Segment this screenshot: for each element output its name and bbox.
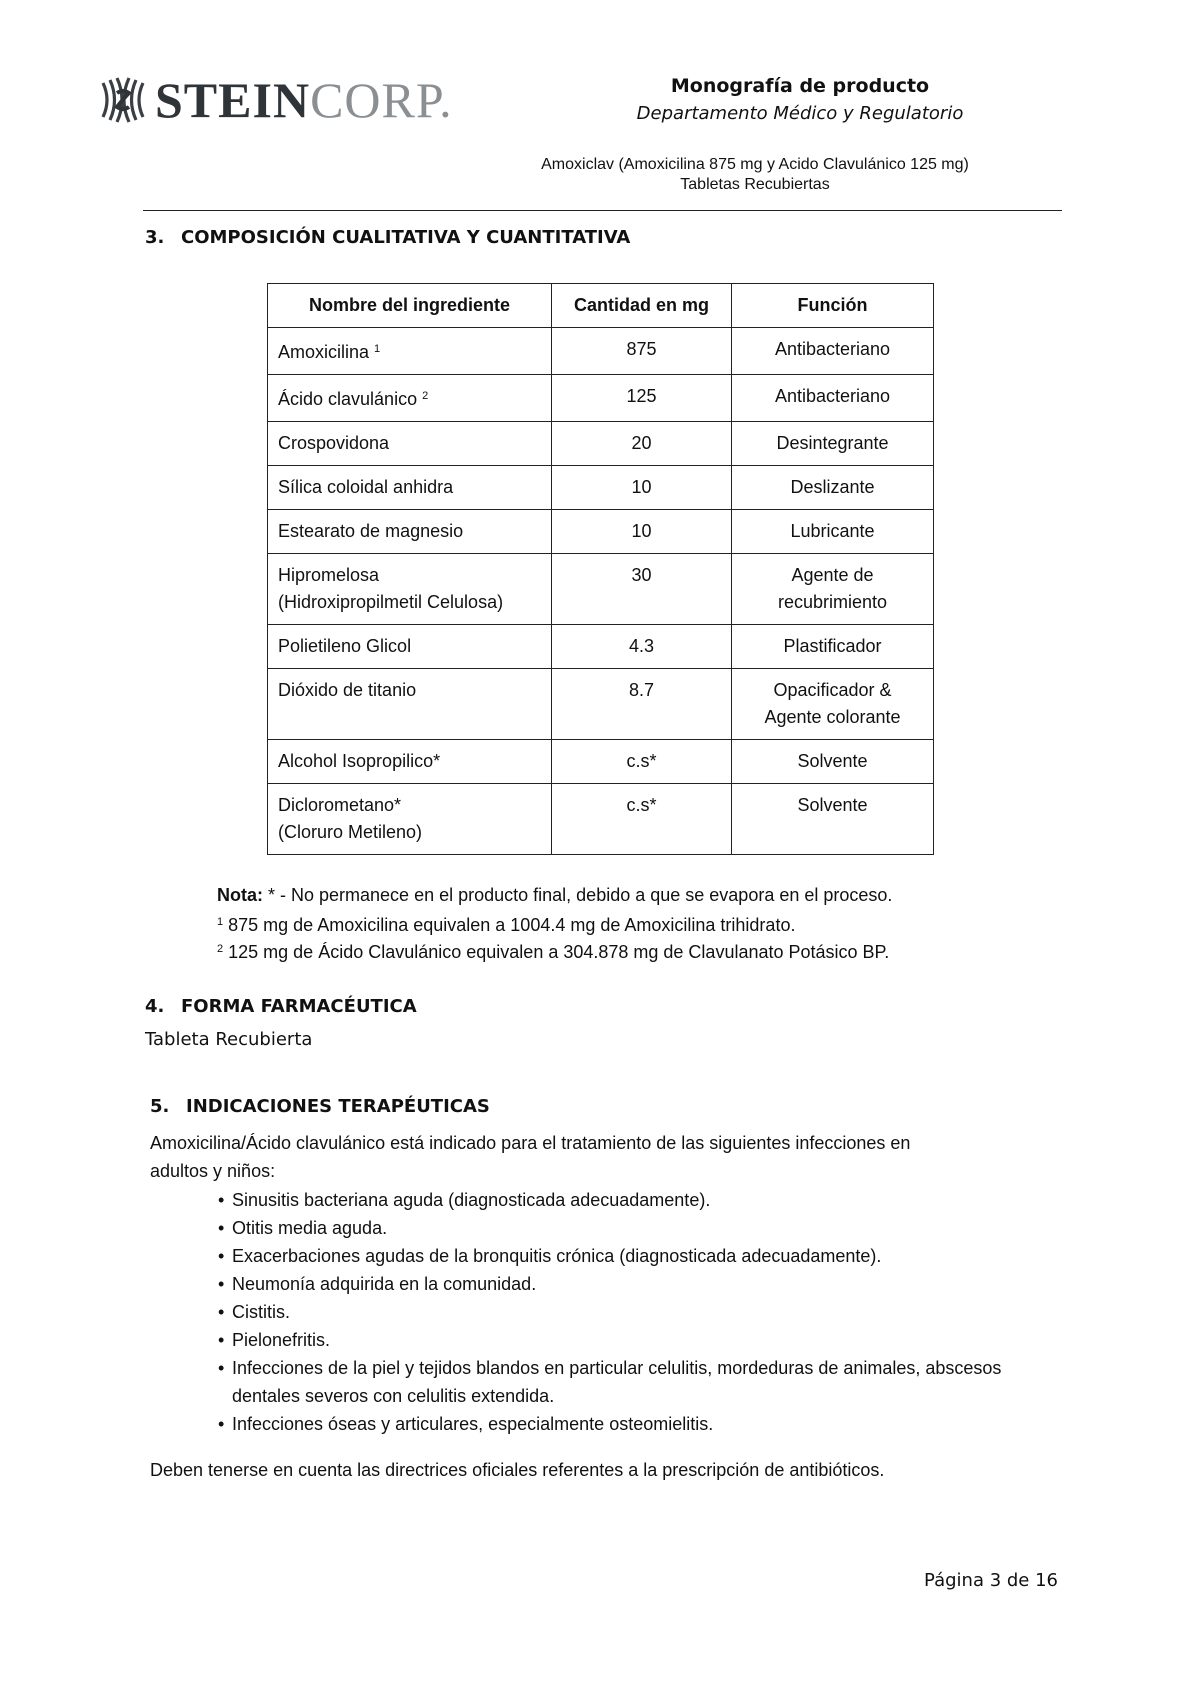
footnote-2-text: 125 mg de Ácido Clavulánico equivalen a 304.878 mg de Clavulanato Potásico BP. [223,942,890,962]
header-product-line1: Amoxiclav (Amoxicilina 875 mg y Acido Clavulánico 125 mg) [541,156,969,173]
footnote-marker: 2 [422,390,429,402]
logo-word-stein: STEIN [155,72,311,128]
list-item: • Neumonía adquirida en la comunidad. [218,1270,1038,1298]
logo-emblem-icon [97,75,149,125]
ingredient-name-cell [268,328,552,375]
ingredient-name-detail: (Cloruro Metileno) [278,822,423,842]
composition-table-body [268,328,934,855]
ingredient-function-cell [732,466,934,510]
ingredient-name: Dióxido de titanio [278,680,417,700]
ingredient-name: Sílica coloidal anhidra [278,477,454,497]
ingredient-name-cell [268,784,552,855]
ingredient-function-cell [732,328,934,375]
section-5-heading [150,1096,490,1117]
ingredient-function-cell [732,669,934,740]
ingredient-amount: 20 [552,422,732,466]
ingredient-function-cell [732,422,934,466]
footnote-1-mark: 1 [217,916,224,928]
ingredient-function: Solvente [797,751,868,771]
table-row [268,328,934,375]
ingredient-amount: 125 [552,375,732,422]
header-divider [143,210,1062,211]
ingredient-amount: 10 [552,466,732,510]
ingredient-name: Estearato de magnesio [278,521,464,541]
ingredient-name-detail: (Hidroxipropilmetil Celulosa) [278,592,504,612]
section-5-intro-line1: Amoxicilina/Ácido clavulánico está indicado para el tratamiento de las siguientes infecciones en [150,1133,911,1153]
ingredient-name-cell [268,375,552,422]
table-row [268,669,934,740]
ingredient-name: Alcohol Isopropilico* [278,751,441,771]
ingredient-name-cell [268,740,552,784]
section-3-heading [145,227,630,248]
ingredient-amount: 4.3 [552,625,732,669]
ingredient-name-cell [268,554,552,625]
indications-list [218,1186,1038,1438]
ingredient-function: Desintegrante [776,433,889,453]
section-4-text: Tableta Recubierta [145,1029,313,1050]
ingredient-function-cell [732,625,934,669]
table-row [268,625,934,669]
ingredient-name: Diclorometano* [278,795,402,815]
table-row [268,422,934,466]
section-3-title: COMPOSICIÓN CUALITATIVA Y CUANTITATIVA [181,227,631,248]
column-header-function: Función [732,284,934,328]
ingredient-function-cell [732,740,934,784]
header-subtitle: Departamento Médico y Regulatorio [636,103,964,124]
ingredient-function-cell [732,784,934,855]
section-5-closing: Deben tenerse en cuenta las directrices oficiales referentes a la prescripción de antibióticos. [150,1460,885,1480]
ingredient-function: Antibacteriano [774,386,891,406]
column-header-amount: Cantidad en mg [552,284,732,328]
list-item: • Sinusitis bacteriana aguda (diagnosticada adecuadamente). [218,1186,1038,1214]
ingredient-function-line2: Agente colorante [764,707,901,727]
ingredient-function-cell [732,375,934,422]
table-row [268,466,934,510]
table-row [268,554,934,625]
table-row [268,375,934,422]
section-4-number: 4. [145,996,165,1017]
ingredient-name-cell [268,422,552,466]
list-item: • Pielonefritis. [218,1326,1038,1354]
ingredient-name-cell [268,510,552,554]
ingredient-name-cell [268,466,552,510]
ingredient-amount: 10 [552,510,732,554]
list-item: • Cistitis. [218,1298,1038,1326]
logo-word-corp: CORP. [310,72,453,128]
section-4-title: FORMA FARMACÉUTICA [181,996,417,1017]
ingredient-amount: 30 [552,554,732,625]
header-title: Monografía de producto [670,75,930,97]
table-header-row [268,284,934,328]
table-row [268,784,934,855]
list-item: • Otitis media aguda. [218,1214,1038,1242]
ingredient-function: Opacificador & [773,680,892,700]
ingredient-function-line2: recubrimiento [777,592,888,612]
ingredient-function: Solvente [797,795,868,815]
ingredient-name-cell [268,669,552,740]
list-item: • Infecciones óseas y articulares, especialmente osteomielitis. [218,1410,1038,1438]
ingredient-function: Lubricante [790,521,875,541]
section-5-title: INDICACIONES TERAPÉUTICAS [186,1096,490,1117]
ingredient-function: Antibacteriano [774,339,891,359]
list-item: • Infecciones de la piel y tejidos blandos en particular celulitis, mordeduras de animales, abscesos dentales severos con celulitis extendida. [218,1354,1038,1410]
ingredient-amount: c.s* [552,740,732,784]
ingredient-name-cell [268,625,552,669]
ingredient-function-cell [732,510,934,554]
footnote-1 [217,909,1117,939]
ingredient-function: Deslizante [790,477,875,497]
ingredient-name: Ácido clavulánico [278,389,418,409]
footnote-1-text: 875 mg de Amoxicilina equivalen a 1004.4 mg de Amoxicilina trihidrato. [223,915,796,935]
page-number: Página 3 de 16 [924,1570,1058,1591]
section-5-number: 5. [150,1096,170,1117]
footnote-2-mark: 2 [217,943,224,955]
table-row [268,510,934,554]
footnote-marker: 1 [374,343,381,355]
ingredient-amount: 8.7 [552,669,732,740]
ingredient-name: Polietileno Glicol [278,636,412,656]
header-product-line2: Tabletas Recubiertas [680,176,830,193]
column-header-name: Nombre del ingrediente [268,284,552,328]
company-logo [97,70,453,130]
ingredient-function: Agente de [791,565,874,585]
ingredient-function: Plastificador [783,636,882,656]
note-text: * - No permanece en el producto final, debido a que se evapora en el proceso. [263,885,893,905]
table-row [268,740,934,784]
list-item: • Exacerbaciones agudas de la bronquitis crónica (diagnosticada adecuadamente). [218,1242,1038,1270]
ingredient-amount: 875 [552,328,732,375]
ingredient-name: Hipromelosa [278,565,380,585]
section-5-intro-line2: adultos y niños: [150,1161,276,1181]
composition-table [267,283,934,855]
ingredient-name: Amoxicilina [278,342,370,362]
note-label: Nota: [217,885,263,905]
ingredient-amount: c.s* [552,784,732,855]
section-3-number: 3. [145,227,165,248]
ingredient-name: Crospovidona [278,433,390,453]
ingredient-function-cell [732,554,934,625]
section-5-intro [150,1129,1050,1185]
table-note [217,882,1117,909]
footnote-2 [217,936,1117,966]
section-4-heading [145,996,417,1017]
